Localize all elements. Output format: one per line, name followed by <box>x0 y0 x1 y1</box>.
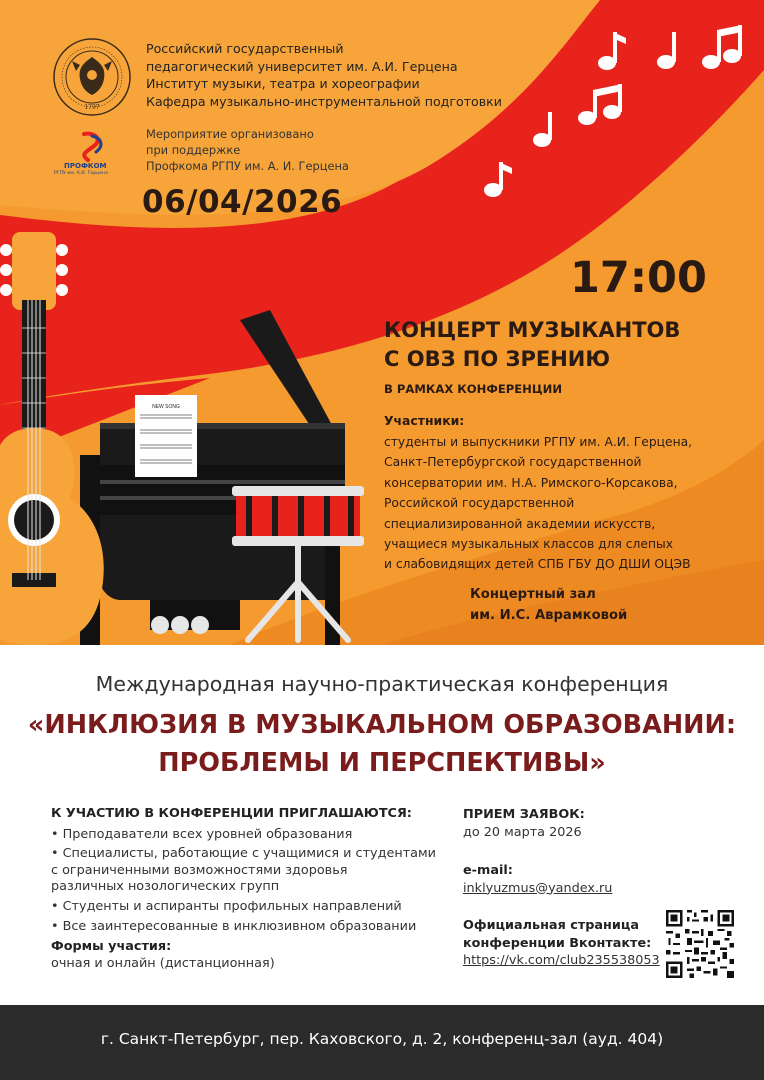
footer-address: г. Санкт-Петербург, пер. Каховского, д. 2, конференц-зал (ауд. 404) <box>100 1030 664 1048</box>
invite-header: К УЧАСТИЮ В КОНФЕРЕНЦИИ ПРИГЛАШАЮТСЯ: <box>51 806 412 821</box>
applications-header: ПРИЕМ ЗАЯВОК: <box>463 807 585 822</box>
participants-line: и слабовидящих детей СПБ ГБУ ДО ДШИ ОЦЭВ <box>384 557 691 572</box>
music-note-icon <box>578 84 622 125</box>
list-item <box>51 827 451 844</box>
support-note <box>146 126 349 174</box>
invite-section <box>51 806 451 972</box>
participants-line: консерватории им. Н.А. Римского-Корсакова, <box>384 475 678 490</box>
participants-label: Участники: <box>384 413 465 428</box>
svg-text:NEW SONG: NEW SONG <box>152 404 180 410</box>
list-item <box>51 919 451 936</box>
university-seal-icon <box>52 37 132 117</box>
concert-title-line: С ОВЗ ПО ЗРЕНИЮ <box>384 347 611 371</box>
forms-label: Формы участия: <box>51 939 172 955</box>
forms-value: очная и онлайн (дистанционная) <box>51 955 275 971</box>
participants-line: Российской государственной <box>384 496 575 511</box>
list-item-line: с ограниченными возможностями здоровья <box>51 862 348 878</box>
university-info <box>146 40 502 110</box>
music-note-icon <box>598 32 626 70</box>
university-line: педагогический университет им. А.И. Герцена <box>146 58 458 74</box>
music-note-icon <box>702 25 742 69</box>
university-line: Институт музыки, театра и хореографии <box>146 76 420 92</box>
list-item-line: • Студенты и аспиранты профильных направлений <box>51 898 402 914</box>
list-item <box>51 899 451 916</box>
participants-list <box>384 432 692 575</box>
music-note-icon <box>533 112 552 147</box>
list-item-line: различных нозологических групп <box>51 879 280 895</box>
guitar-icon <box>0 228 110 645</box>
list-item-line: • Преподаватели всех уровней образования <box>51 826 353 842</box>
vk-label-line: Официальная страница <box>463 918 639 933</box>
support-line: при поддержке <box>146 143 241 157</box>
vk-label-line: конференции Вконтакте: <box>463 935 652 951</box>
applications-deadline: до 20 марта 2026 <box>463 824 582 840</box>
music-notes <box>480 20 750 205</box>
list-item-line: • Все заинтересованные в инклюзивном образовании <box>51 918 417 934</box>
university-line: Российский государственный <box>146 41 344 56</box>
support-line: Мероприятие организовано <box>146 127 314 141</box>
participants-line: учащиеся музыкальных классов для слепых <box>384 537 673 552</box>
concert-hall <box>470 584 627 626</box>
concert-title-line: КОНЦЕРТ МУЗЫКАНТОВ <box>384 318 681 342</box>
list-item-line: • Специалисты, работающие с учащимися и студентами <box>51 846 436 862</box>
concert-time: 17:00 <box>570 253 707 303</box>
conference-title-line: ПРОБЛЕМЫ И ПЕРСПЕКТИВЫ» <box>158 748 606 778</box>
hall-line: им. И.С. Аврамковой <box>470 608 628 623</box>
list-item <box>51 846 451 896</box>
hall-line: Концертный зал <box>470 587 596 602</box>
svg-text:1797: 1797 <box>84 104 100 111</box>
profkom-name: ПРОФКОМ <box>64 162 107 170</box>
email-link[interactable]: inklyuzmus@yandex.ru <box>463 880 613 896</box>
university-line: Кафедра музыкально-инструментальной подготовки <box>146 93 502 109</box>
vk-link[interactable]: https://vk.com/club235538053 <box>463 953 660 968</box>
participants-line: Санкт-Петербургской государственной <box>384 455 642 470</box>
email-label: e-mail: <box>463 863 513 878</box>
invite-list <box>51 827 451 936</box>
event-date: 06/04/2026 <box>142 184 343 220</box>
qr-code-icon[interactable] <box>666 910 734 978</box>
conference-title-line: «ИНКЛЮЗИЯ В МУЗЫКАЛЬНОМ ОБРАЗОВАНИИ: <box>27 710 737 740</box>
conference-heading: Международная научно-практическая конференция <box>95 672 669 696</box>
music-note-icon <box>484 162 512 197</box>
concert-title <box>384 316 680 374</box>
concert-subtitle: В РАМКАХ КОНФЕРЕНЦИИ <box>384 382 563 396</box>
support-line: Профкома РГПУ им. А. И. Герцена <box>146 159 349 173</box>
profkom-subtitle: РГПУ им. А.И. Герцена <box>54 171 108 176</box>
conference-title <box>0 706 764 782</box>
participants-line: студенты и выпускники РГПУ им. А.И. Герцена, <box>384 435 693 449</box>
participants-line: специализированной академии искусств, <box>384 516 656 531</box>
music-note-icon <box>657 32 676 69</box>
snare-drum-icon <box>228 482 368 645</box>
